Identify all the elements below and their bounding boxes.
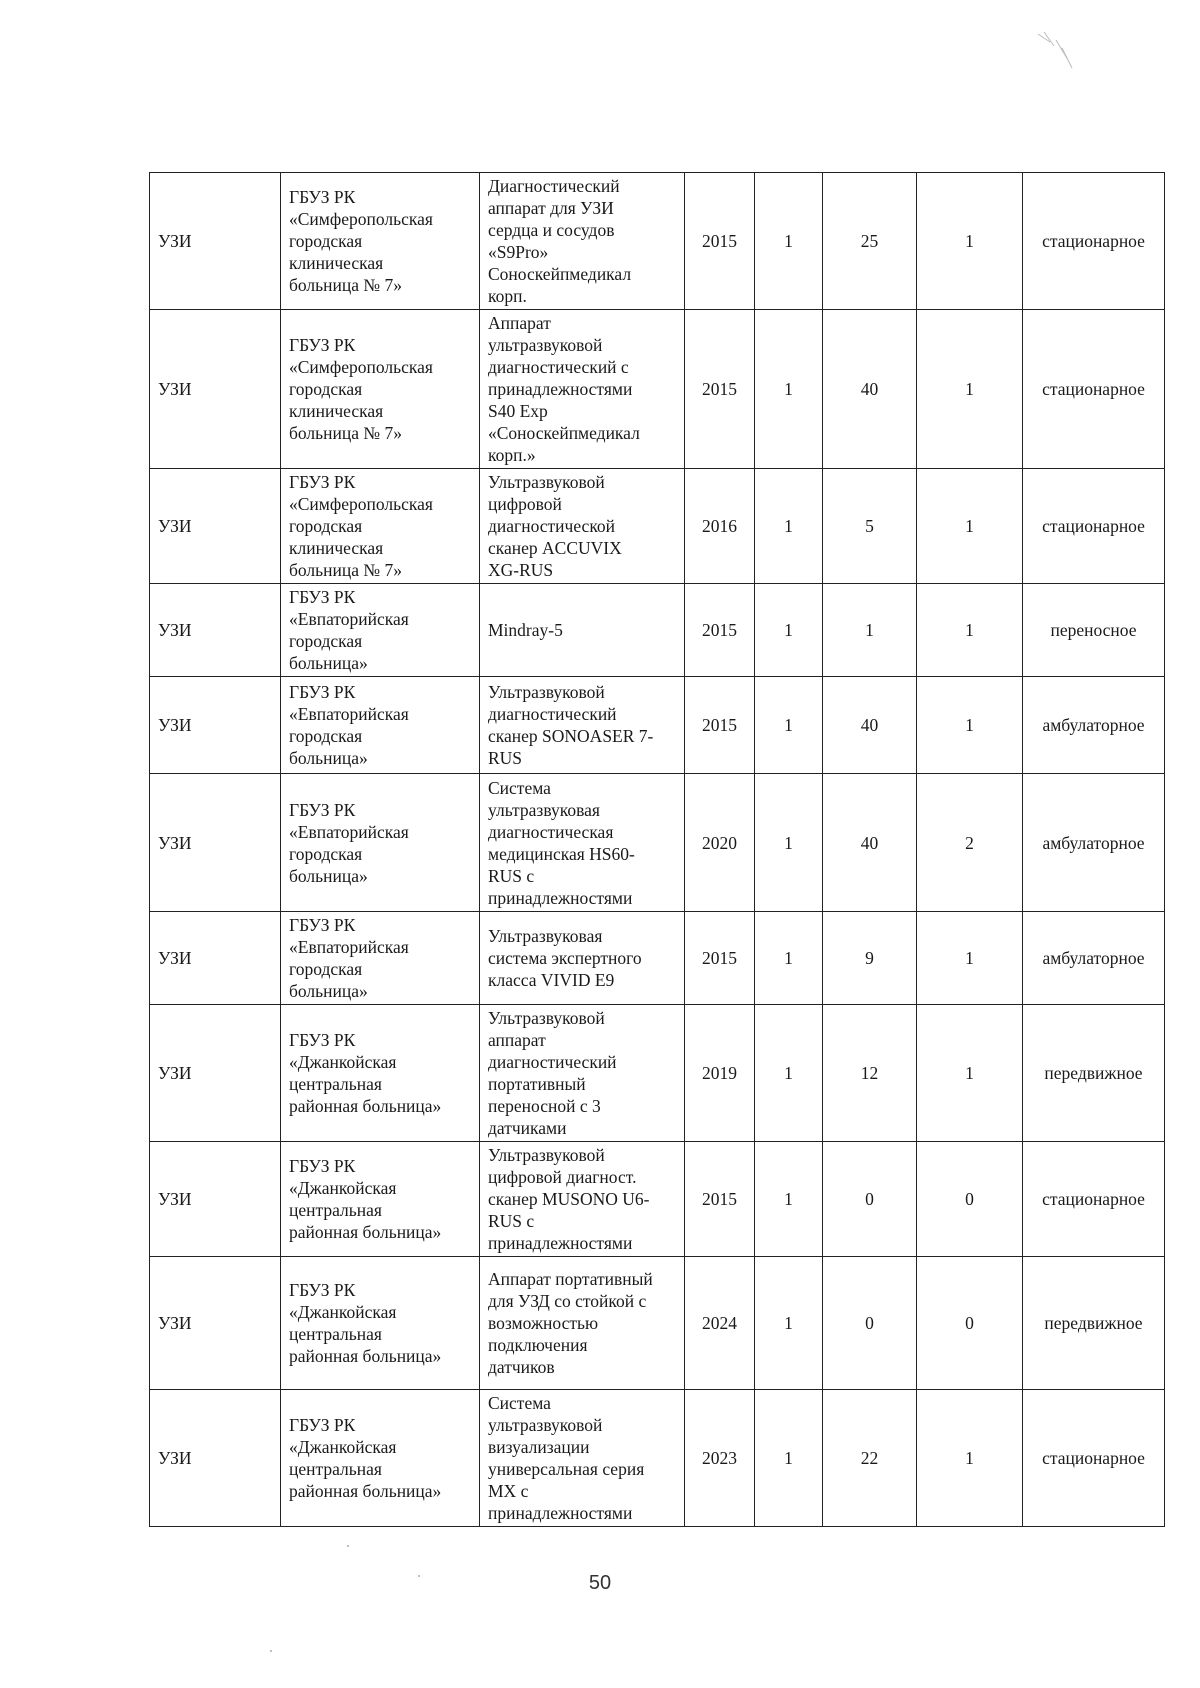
device-line: принадлежностями xyxy=(488,887,633,908)
organization-line: клиническая xyxy=(289,538,384,558)
equipment-kind-cell: стационарное xyxy=(1023,173,1165,310)
device-line: датчиками xyxy=(488,1118,567,1138)
count-cell: 0 xyxy=(917,1257,1023,1390)
equipment-kind-cell: переносное xyxy=(1023,584,1165,677)
device-line: Mindray-5 xyxy=(488,620,563,640)
organization-line: районная больница» xyxy=(289,1481,442,1501)
exam-type-cell: УЗИ xyxy=(150,774,281,912)
year-cell: 2016 xyxy=(685,469,755,584)
count-cell: 1 xyxy=(917,584,1023,677)
device-line: Соноскейпмедикал xyxy=(488,264,632,284)
organization-line: больница № 7» xyxy=(289,275,402,295)
device-line: Аппарат xyxy=(488,313,551,333)
organization-line: «Джанкойская xyxy=(289,1302,397,1322)
organization-cell xyxy=(281,1005,480,1142)
organization-line: ГБУЗ РК xyxy=(289,335,356,355)
exam-type-cell: УЗИ xyxy=(150,1005,281,1142)
device-line: сканер SONOASER 7- xyxy=(488,726,654,746)
device-line: RUS с xyxy=(488,865,535,886)
equipment-kind-cell: стационарное xyxy=(1023,1142,1165,1257)
organization-line: ГБУЗ РК xyxy=(289,587,356,607)
device-line: Ультразвуковая xyxy=(488,926,603,946)
scan-artifact-mark xyxy=(1036,30,1076,80)
scan-speck xyxy=(347,1545,349,1547)
organization-line: больница» xyxy=(289,653,368,673)
device-line: диагностическая xyxy=(488,821,614,842)
device-line: сканер ACCUVIX xyxy=(488,538,622,558)
organization-line: городская xyxy=(289,843,363,864)
device-line: Система xyxy=(488,1393,551,1413)
equipment-kind-cell: передвижное xyxy=(1023,1257,1165,1390)
exam-type-cell: УЗИ xyxy=(150,584,281,677)
quantity-cell: 1 xyxy=(755,774,823,912)
wear-cell: 0 xyxy=(823,1257,917,1390)
device-cell xyxy=(480,1005,685,1142)
exam-type-cell: УЗИ xyxy=(150,1257,281,1390)
wear-cell: 40 xyxy=(823,310,917,469)
organization-line: ГБУЗ РК xyxy=(289,682,356,702)
device-cell xyxy=(480,677,685,774)
wear-cell: 40 xyxy=(823,677,917,774)
device-line: цифровой xyxy=(488,494,562,514)
organization-line: «Евпаторийская xyxy=(289,609,409,629)
quantity-cell: 1 xyxy=(755,584,823,677)
organization-cell xyxy=(281,1257,480,1390)
device-cell xyxy=(480,1142,685,1257)
device-line: универсальная серия xyxy=(488,1459,645,1479)
organization-line: центральная xyxy=(289,1459,382,1479)
exam-type-cell: УЗИ xyxy=(150,1390,281,1527)
device-line: для УЗД со стойкой с xyxy=(488,1291,647,1311)
device-line: класса VIVID E9 xyxy=(488,970,615,990)
device-line: RUS с xyxy=(488,1211,535,1231)
organization-line: центральная xyxy=(289,1074,382,1094)
device-line: диагностический xyxy=(488,1052,617,1072)
organization-line: ГБУЗ РК xyxy=(289,1156,356,1176)
organization-line: ГБУЗ РК xyxy=(289,187,356,207)
wear-cell: 5 xyxy=(823,469,917,584)
count-cell: 1 xyxy=(917,469,1023,584)
count-cell: 0 xyxy=(917,1142,1023,1257)
device-cell xyxy=(480,774,685,912)
device-line: портативный xyxy=(488,1074,586,1094)
equipment-kind-cell: амбулаторное xyxy=(1023,774,1165,912)
device-line: корп.» xyxy=(488,445,536,465)
equipment-kind-cell: стационарное xyxy=(1023,310,1165,469)
organization-line: ГБУЗ РК xyxy=(289,1030,356,1050)
page-number: 50 xyxy=(588,1572,612,1594)
organization-line: ГБУЗ РК xyxy=(289,799,356,820)
organization-cell xyxy=(281,1390,480,1527)
organization-line: больница» xyxy=(289,748,368,768)
equipment-table xyxy=(149,172,1165,1527)
year-cell: 2015 xyxy=(685,912,755,1005)
count-cell: 1 xyxy=(917,310,1023,469)
table-row xyxy=(150,677,1165,774)
exam-type-cell: УЗИ xyxy=(150,469,281,584)
equipment-kind-cell: передвижное xyxy=(1023,1005,1165,1142)
table-row xyxy=(150,310,1165,469)
count-cell: 1 xyxy=(917,1390,1023,1527)
table-row xyxy=(150,584,1165,677)
wear-cell: 25 xyxy=(823,173,917,310)
organization-line: ГБУЗ РК xyxy=(289,915,356,935)
equipment-kind-cell: амбулаторное xyxy=(1023,677,1165,774)
quantity-cell: 1 xyxy=(755,677,823,774)
device-cell xyxy=(480,1390,685,1527)
organization-line: больница № 7» xyxy=(289,423,402,443)
device-line: подключения xyxy=(488,1335,588,1355)
organization-line: «Симферопольская xyxy=(289,357,433,377)
device-line: диагностической xyxy=(488,516,616,536)
device-line: аппарат для УЗИ xyxy=(488,198,614,218)
device-line: Аппарат портативный xyxy=(488,1269,653,1289)
wear-cell: 12 xyxy=(823,1005,917,1142)
year-cell: 2015 xyxy=(685,173,755,310)
wear-cell: 9 xyxy=(823,912,917,1005)
organization-line: «Евпаторийская xyxy=(289,704,409,724)
table-row xyxy=(150,1005,1165,1142)
year-cell: 2015 xyxy=(685,677,755,774)
table-row xyxy=(150,1257,1165,1390)
organization-line: районная больница» xyxy=(289,1222,442,1242)
wear-cell: 0 xyxy=(823,1142,917,1257)
device-line: «S9Pro» xyxy=(488,242,549,262)
device-line: датчиков xyxy=(488,1357,555,1377)
wear-cell: 1 xyxy=(823,584,917,677)
device-cell xyxy=(480,912,685,1005)
organization-line: районная больница» xyxy=(289,1096,442,1116)
device-line: возможностью xyxy=(488,1313,599,1333)
table-row xyxy=(150,1390,1165,1527)
organization-line: больница» xyxy=(289,865,368,886)
device-line: принадлежностями xyxy=(488,1233,633,1253)
wear-cell: 40 xyxy=(823,774,917,912)
quantity-cell: 1 xyxy=(755,1390,823,1527)
exam-type-cell: УЗИ xyxy=(150,912,281,1005)
organization-line: больница № 7» xyxy=(289,560,402,580)
device-line: ультразвуковой xyxy=(488,1415,603,1435)
organization-line: городская xyxy=(289,726,363,746)
organization-line: городская xyxy=(289,516,363,536)
organization-line: больница» xyxy=(289,981,368,1001)
device-line: Ультразвуковой xyxy=(488,1008,605,1028)
device-cell xyxy=(480,469,685,584)
organization-line: «Джанкойская xyxy=(289,1052,397,1072)
organization-cell xyxy=(281,584,480,677)
device-line: «Соноскейпмедикал xyxy=(488,423,640,443)
device-line: сердца и сосудов xyxy=(488,220,615,240)
device-cell xyxy=(480,173,685,310)
organization-line: «Джанкойская xyxy=(289,1178,397,1198)
device-line: диагностический с xyxy=(488,357,629,377)
quantity-cell: 1 xyxy=(755,1005,823,1142)
device-line: Система xyxy=(488,777,551,798)
table-row xyxy=(150,1142,1165,1257)
organization-line: клиническая xyxy=(289,401,384,421)
quantity-cell: 1 xyxy=(755,310,823,469)
device-cell xyxy=(480,310,685,469)
year-cell: 2015 xyxy=(685,584,755,677)
organization-line: «Евпаторийская xyxy=(289,821,409,842)
device-line: Диагностический xyxy=(488,176,620,196)
count-cell: 2 xyxy=(917,774,1023,912)
device-line: принадлежностями xyxy=(488,1503,633,1523)
quantity-cell: 1 xyxy=(755,1257,823,1390)
device-line: диагностический xyxy=(488,704,617,724)
organization-line: центральная xyxy=(289,1324,382,1344)
year-cell: 2019 xyxy=(685,1005,755,1142)
year-cell: 2023 xyxy=(685,1390,755,1527)
device-line: Ультразвуковой xyxy=(488,1145,605,1165)
device-line: аппарат xyxy=(488,1030,546,1050)
device-cell xyxy=(480,1257,685,1390)
device-line: принадлежностями xyxy=(488,379,633,399)
organization-line: городская xyxy=(289,631,363,651)
organization-cell xyxy=(281,310,480,469)
organization-cell xyxy=(281,1142,480,1257)
organization-line: «Евпаторийская xyxy=(289,937,409,957)
device-line: RUS xyxy=(488,748,523,768)
organization-line: районная больница» xyxy=(289,1346,442,1366)
device-line: корп. xyxy=(488,286,527,306)
device-line: Ультразвуковой xyxy=(488,682,605,702)
device-line: система экспертного xyxy=(488,948,642,968)
year-cell: 2015 xyxy=(685,1142,755,1257)
count-cell: 1 xyxy=(917,1005,1023,1142)
exam-type-cell: УЗИ xyxy=(150,173,281,310)
organization-cell xyxy=(281,774,480,912)
exam-type-cell: УЗИ xyxy=(150,677,281,774)
organization-line: ГБУЗ РК xyxy=(289,1280,356,1300)
table-row xyxy=(150,912,1165,1005)
wear-cell: 22 xyxy=(823,1390,917,1527)
quantity-cell: 1 xyxy=(755,173,823,310)
device-line: сканер MUSONO U6- xyxy=(488,1189,650,1209)
equipment-kind-cell: стационарное xyxy=(1023,1390,1165,1527)
device-line: переносной с 3 xyxy=(488,1096,601,1116)
device-line: медицинская HS60- xyxy=(488,843,635,864)
table-row xyxy=(150,173,1165,310)
organization-line: ГБУЗ РК xyxy=(289,1415,356,1435)
exam-type-cell: УЗИ xyxy=(150,310,281,469)
device-line: XG-RUS xyxy=(488,560,554,580)
device-line: MX с xyxy=(488,1481,529,1501)
organization-line: центральная xyxy=(289,1200,382,1220)
table-row xyxy=(150,774,1165,912)
organization-line: «Джанкойская xyxy=(289,1437,397,1457)
quantity-cell: 1 xyxy=(755,912,823,1005)
organization-cell xyxy=(281,677,480,774)
device-line: визуализации xyxy=(488,1437,590,1457)
organization-line: «Симферопольская xyxy=(289,209,433,229)
device-line: цифровой диагност. xyxy=(488,1167,637,1187)
table-row xyxy=(150,469,1165,584)
equipment-kind-cell: амбулаторное xyxy=(1023,912,1165,1005)
device-line: S40 Exp xyxy=(488,401,548,421)
organization-line: «Симферопольская xyxy=(289,494,433,514)
organization-line: городская xyxy=(289,379,363,399)
count-cell: 1 xyxy=(917,173,1023,310)
device-line: ультразвуковая xyxy=(488,799,600,820)
year-cell: 2015 xyxy=(685,310,755,469)
organization-line: городская xyxy=(289,959,363,979)
device-line: ультразвуковой xyxy=(488,335,603,355)
count-cell: 1 xyxy=(917,912,1023,1005)
quantity-cell: 1 xyxy=(755,469,823,584)
equipment-kind-cell: стационарное xyxy=(1023,469,1165,584)
year-cell: 2024 xyxy=(685,1257,755,1390)
device-line: Ультразвуковой xyxy=(488,472,605,492)
scan-speck xyxy=(270,1650,272,1652)
organization-line: городская xyxy=(289,231,363,251)
organization-cell xyxy=(281,173,480,310)
organization-cell xyxy=(281,912,480,1005)
year-cell: 2020 xyxy=(685,774,755,912)
exam-type-cell: УЗИ xyxy=(150,1142,281,1257)
organization-line: ГБУЗ РК xyxy=(289,472,356,492)
device-cell xyxy=(480,584,685,677)
organization-cell xyxy=(281,469,480,584)
organization-line: клиническая xyxy=(289,253,384,273)
quantity-cell: 1 xyxy=(755,1142,823,1257)
count-cell: 1 xyxy=(917,677,1023,774)
